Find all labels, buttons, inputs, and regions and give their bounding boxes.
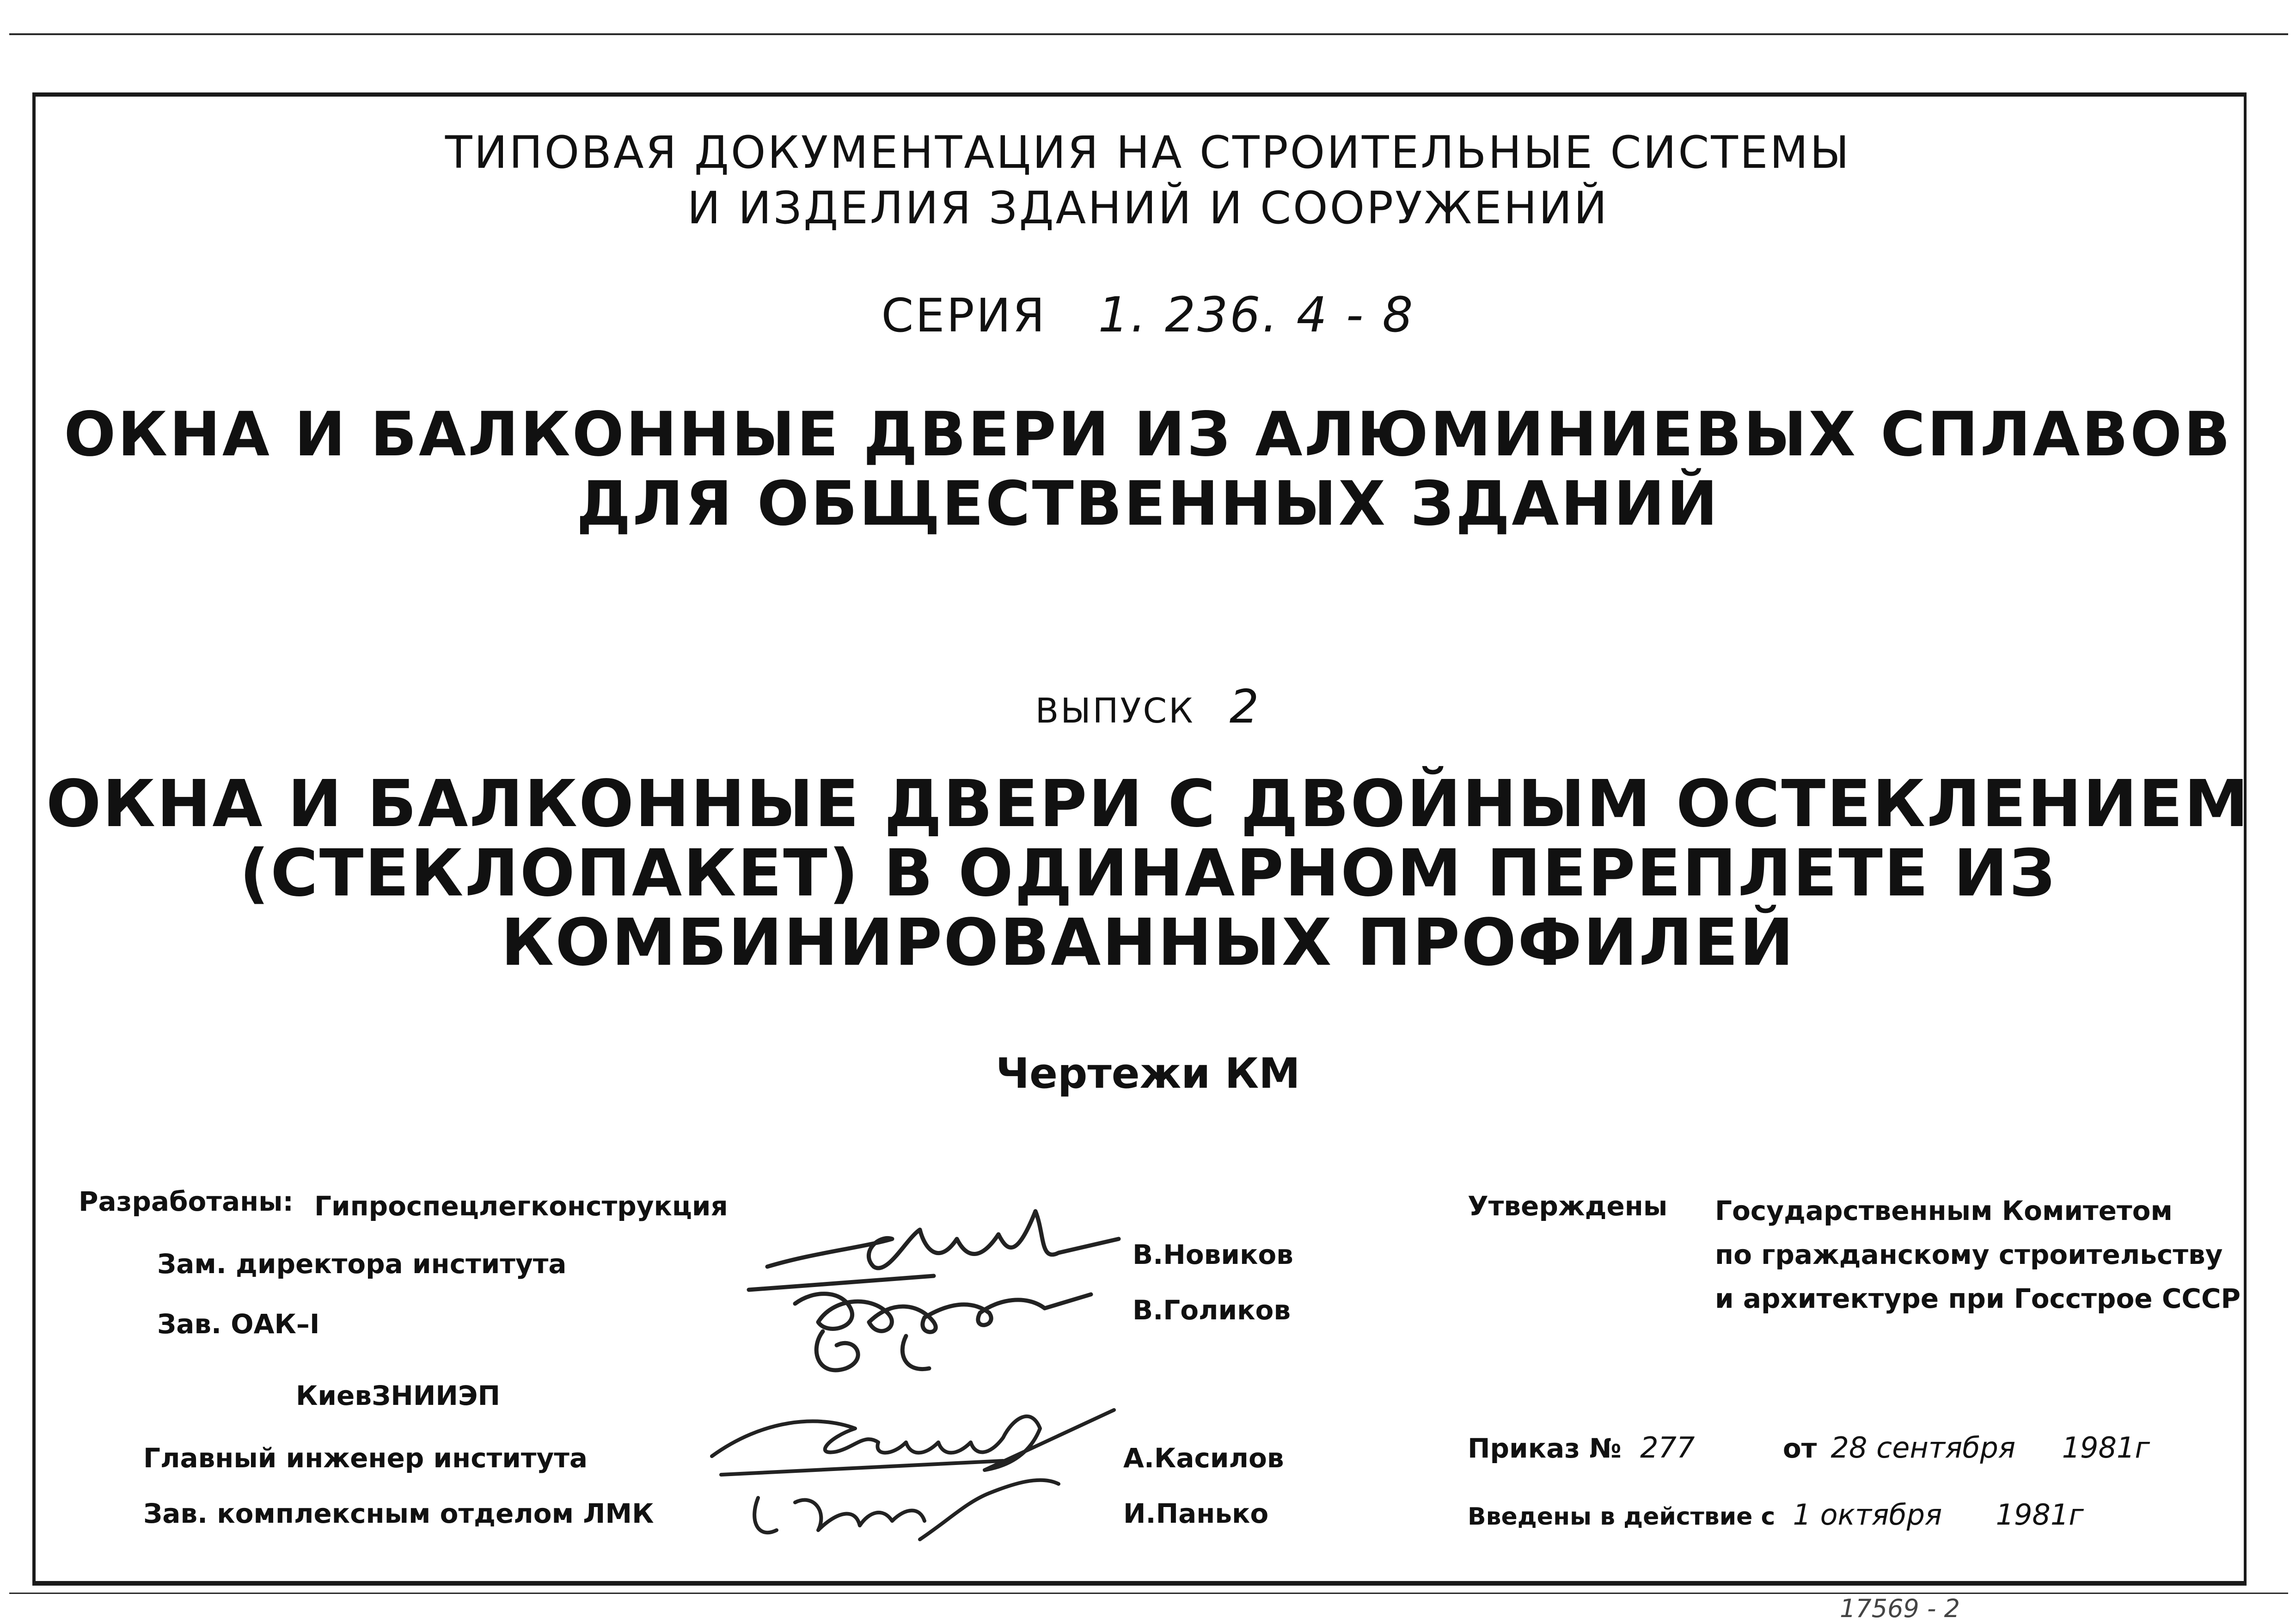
order-line	[1468, 1431, 2150, 1465]
developed-name-2: В.Голиков	[1133, 1294, 1291, 1326]
approved-line-1: Государственным Комитетом	[1715, 1195, 2173, 1226]
enacted-date: 1 октября	[1793, 1498, 1942, 1532]
enacted-line	[1468, 1498, 2084, 1532]
title-line-2: ДЛЯ ОБЩЕСТВЕННЫХ ЗДАНИЙ	[576, 468, 1720, 539]
developed-role-1: Зам. директора института	[157, 1248, 567, 1280]
enacted-label: Введены в действие с	[1468, 1503, 1776, 1531]
enacted-year: 1981г	[1996, 1498, 2084, 1532]
subtitle-line-1: ОКНА И БАЛКОННЫЕ ДВЕРИ С ДВОЙНЫМ ОСТЕКЛЕНИЕМ	[46, 766, 2250, 842]
drawings-label: Чертежи КМ	[996, 1049, 1300, 1098]
series-heading	[0, 287, 2296, 343]
developed-name-4: И.Панько	[1123, 1498, 1269, 1529]
header-line-2: И ИЗДЕЛИЯ ЗДАНИЙ И СООРУЖЕНИЙ	[687, 182, 1609, 234]
order-from-label: от	[1782, 1433, 1817, 1464]
approved-line-2: по гражданскому строительству	[1715, 1239, 2223, 1270]
approved-line-3: и архитектуре при Госстрое СССР	[1715, 1283, 2241, 1314]
header-line-1: ТИПОВАЯ ДОКУМЕНТАЦИЯ НА СТРОИТЕЛЬНЫЕ СИСТЕМЫ	[445, 127, 1851, 178]
series-label: СЕРИЯ	[881, 288, 1047, 343]
developed-label: Разработаны:	[79, 1186, 294, 1217]
developed-role-4: Зав. комплексным отделом ЛМК	[143, 1498, 654, 1529]
signature-kasilov-panko	[707, 1401, 1123, 1553]
subtitle-line-2: (СТЕКЛОПАКЕТ) В ОДИНАРНОМ ПЕРЕПЛЕТЕ ИЗ	[239, 836, 2057, 911]
signature-novikov-golikov	[740, 1183, 1156, 1396]
developed-name-1: В.Новиков	[1133, 1239, 1293, 1270]
order-label: Приказ №	[1468, 1433, 1622, 1464]
order-number: 277	[1640, 1431, 1695, 1465]
developed-org-2: КиевЗНИИЭП	[296, 1380, 501, 1411]
subtitle-line-3: КОМБИНИРОВАННЫХ ПРОФИЛЕЙ	[501, 905, 1795, 981]
order-year: 1981г	[2062, 1431, 2150, 1465]
developed-role-2: Зав. ОАК–I	[157, 1308, 320, 1340]
developed-role-3: Главный инженер института	[143, 1442, 588, 1474]
issue-number: 2	[1229, 680, 1261, 734]
outer-top-rule	[9, 33, 2288, 35]
issue-heading	[0, 680, 2296, 734]
archive-number: 17569 - 2	[1840, 1594, 1960, 1623]
developed-name-3: А.Касилов	[1123, 1442, 1284, 1474]
issue-label: ВЫПУСК	[1035, 691, 1195, 731]
approved-label: Утверждены	[1468, 1190, 1668, 1222]
series-number: 1. 236. 4 - 8	[1098, 287, 1415, 343]
developed-org-1: Гипроспецлегконструкция	[314, 1190, 728, 1222]
order-date: 28 сентября	[1831, 1431, 2016, 1465]
title-line-1: ОКНА И БАЛКОННЫЕ ДВЕРИ ИЗ АЛЮМИНИЕВЫХ СПЛАВОВ	[64, 399, 2232, 470]
